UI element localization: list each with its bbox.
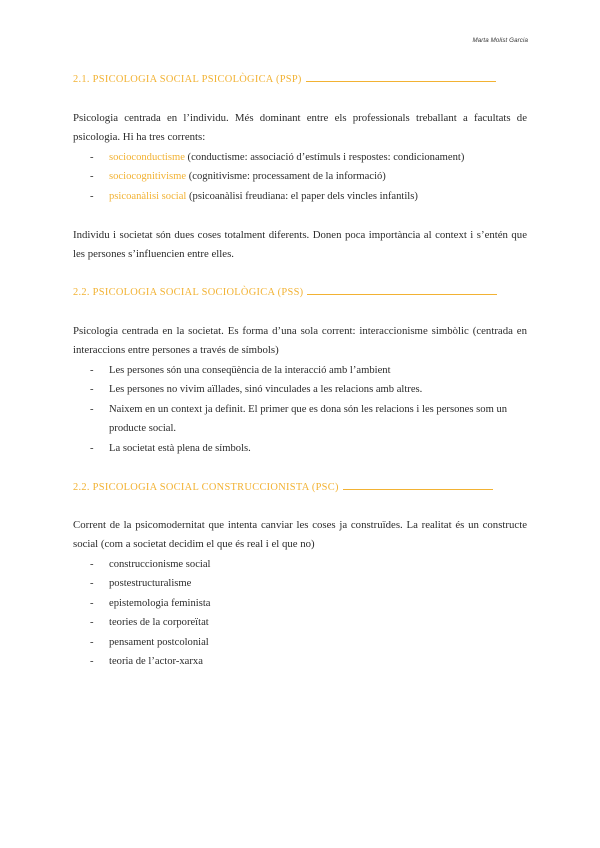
list-item xyxy=(90,652,527,671)
dash-bullet: - xyxy=(90,190,94,202)
list-item xyxy=(90,633,527,652)
dash-bullet: - xyxy=(90,578,94,590)
dash-bullet: - xyxy=(90,152,94,163)
dash-bullet: - xyxy=(90,384,94,396)
section-heading-psc xyxy=(73,482,493,493)
term-highlight: psicoanàlisi social xyxy=(109,190,187,202)
heading-text: 2.1. PSICOLOGIA SOCIAL PSICOLÒGICA (PSP) xyxy=(73,74,302,85)
paragraph-psc-intro: Corrent de la psicomodernitat que intenta canviar les coses ja construïdes. La realitat és un constructe social (com a societat decidim el que és real i el que no) xyxy=(73,519,527,551)
list-item-text: La societat està plena de símbols. xyxy=(109,442,251,454)
list-psc-currents xyxy=(90,555,527,671)
heading-rule xyxy=(306,80,496,82)
section-heading-pss xyxy=(73,287,497,298)
term-highlight: sociocognitivisme xyxy=(109,171,187,183)
list-item-text: Les persones són una conseqüència de la interacció amb l’ambient xyxy=(109,365,391,376)
dash-bullet: - xyxy=(90,403,94,415)
list-item xyxy=(90,167,527,186)
dash-bullet: - xyxy=(90,597,94,609)
term-highlight: socioconductisme xyxy=(109,152,185,163)
list-item xyxy=(90,555,527,574)
list-item xyxy=(90,361,527,380)
paragraph-pss-intro: Psicologia centrada en la societat. Es forma d’una sola corrent: interaccionisme simbòlic (centrada en interaccions entre persones a través de símbols) xyxy=(73,325,527,357)
list-item-text: postestructuralisme xyxy=(109,578,192,590)
dash-bullet: - xyxy=(90,656,94,668)
list-item-text: teoria de l’actor-xarxa xyxy=(109,656,203,668)
dash-bullet: - xyxy=(90,617,94,629)
list-item-text: teories de la corporeïtat xyxy=(109,617,209,629)
list-item xyxy=(90,574,527,593)
list-item xyxy=(90,380,527,399)
list-item xyxy=(90,187,527,206)
paragraph-psp-closing: Individu i societat són dues coses totalment diferents. Donen poca importància al context i s’entén que les persones s’influencien entre elles. xyxy=(73,229,527,261)
list-pss-points xyxy=(90,361,527,458)
list-item-text: pensament postcolonial xyxy=(109,636,209,648)
paragraph-psp-intro: Psicologia centrada en l’individu. Més dominant entre els professionals treballant a facultats de psicologia. Hi ha tres corrents: xyxy=(73,112,527,144)
list-item xyxy=(90,148,527,167)
term-description: (cognitivisme: processament de la informació) xyxy=(186,171,386,183)
author-header: Marta Molist Garcia xyxy=(472,37,528,44)
list-item xyxy=(90,439,527,458)
heading-rule xyxy=(343,488,493,490)
dash-bullet: - xyxy=(90,171,94,183)
heading-text: 2.2. PSICOLOGIA SOCIAL SOCIOLÒGICA (PSS) xyxy=(73,287,304,298)
list-item-text: Naixem en un context ja definit. El primer que es dona són les relacions i les persones som un producte social. xyxy=(109,403,508,435)
dash-bullet: - xyxy=(90,442,94,454)
section-heading-psp xyxy=(73,74,496,85)
list-item xyxy=(90,594,527,613)
list-item xyxy=(90,400,527,439)
list-item-text: epistemologia feminista xyxy=(109,597,211,609)
dash-bullet: - xyxy=(90,559,94,570)
term-description: (conductisme: associació d’estímuls i respostes: condicionament) xyxy=(184,152,465,163)
list-item xyxy=(90,613,527,632)
dash-bullet: - xyxy=(90,636,94,648)
list-psp-currents xyxy=(90,148,527,206)
list-item-text: Les persones no vivim aïllades, sinó vinculades a les relacions amb altres. xyxy=(109,384,423,396)
dash-bullet: - xyxy=(90,365,94,376)
list-item-text: construccionisme social xyxy=(109,559,211,570)
heading-text: 2.2. PSICOLOGIA SOCIAL CONSTRUCCIONISTA (PSC) xyxy=(73,482,339,493)
term-description: (psicoanàlisi freudiana: el paper dels vincles infantils) xyxy=(186,190,418,202)
heading-rule xyxy=(307,293,497,295)
